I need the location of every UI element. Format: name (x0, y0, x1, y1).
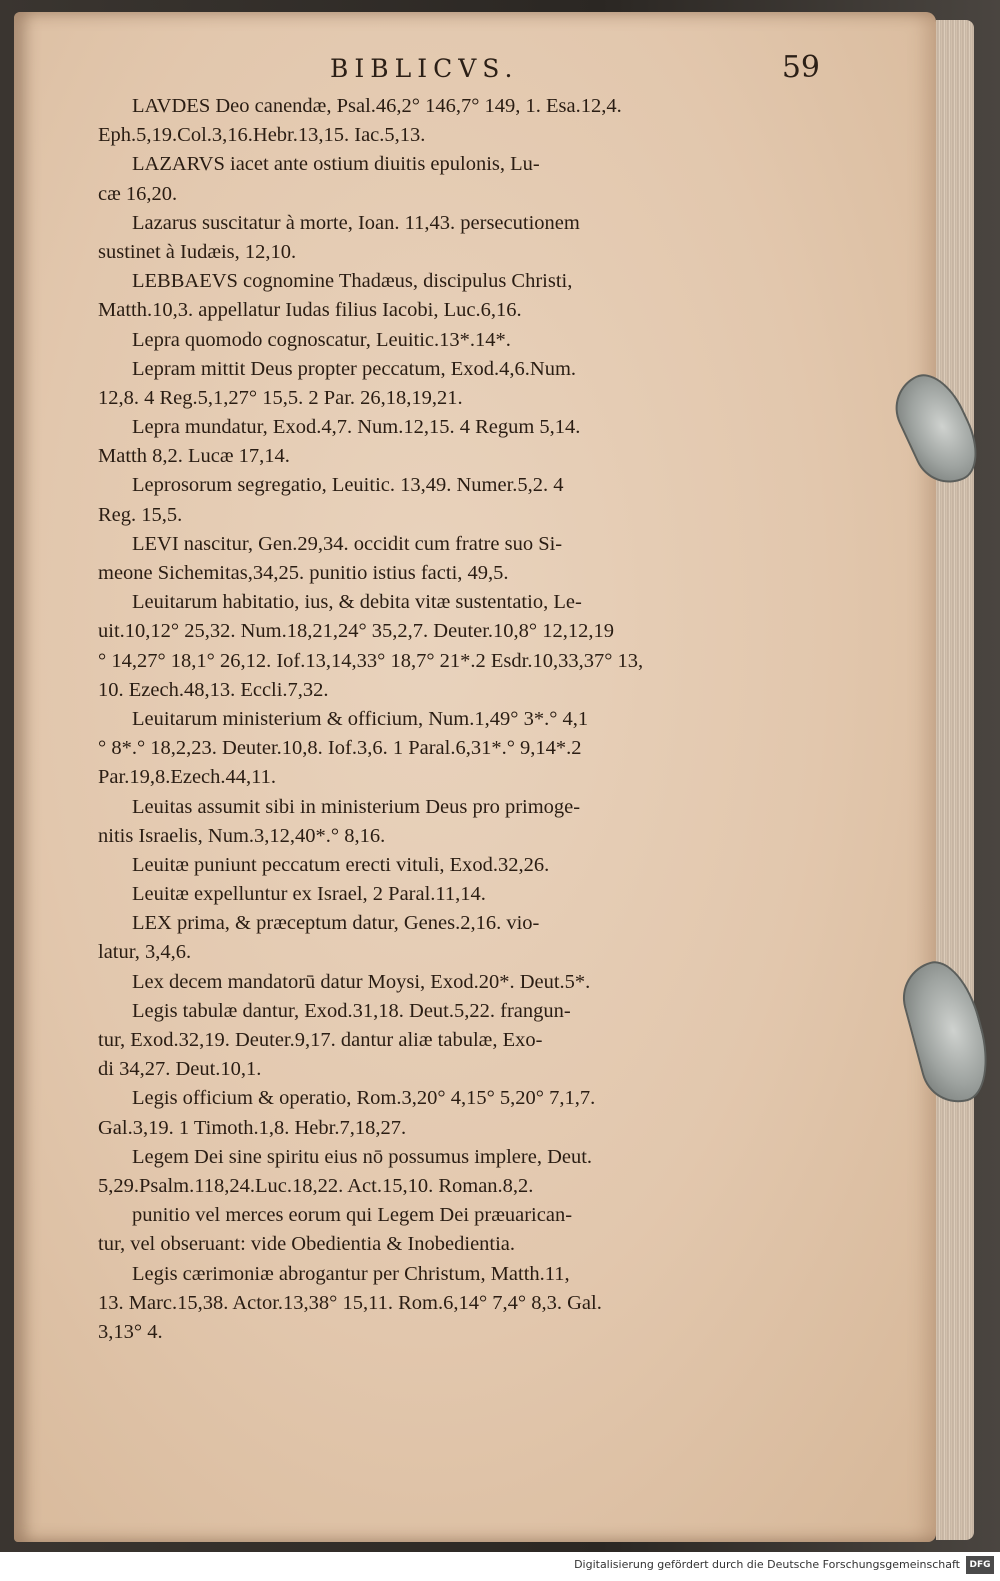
text-line: Leuitæ expelluntur ex Israel, 2 Paral.11,14. (132, 883, 486, 906)
text-line: Leuitarum habitatio, ius, & debita vitæ sustentatio, Le- (132, 591, 582, 614)
text-line: Leprosorum segregatio, Leuitic. 13,49. Numer.5,2. 4 (132, 474, 564, 497)
page-edges (936, 20, 974, 1540)
text-line: 3,13° 4. (98, 1320, 163, 1343)
text-line: Lepra mundatur, Exod.4,7. Num.12,15. 4 Regum 5,14. (132, 416, 581, 439)
text-line: LEBBAEVS cognomine Thadæus, discipulus Christi, (132, 270, 573, 293)
text-line: punitio vel merces eorum qui Legem Dei præuarican- (132, 1204, 573, 1227)
text-line: 13. Marc.15,38. Actor.13,38° 15,11. Rom.6,14° 7,4° 8,3. Gal. (98, 1291, 602, 1314)
text-line: Par.19,8.Ezech.44,11. (98, 766, 277, 789)
text-line: uit.10,12° 25,32. Num.18,21,24° 35,2,7. Deuter.10,8° 12,12,19 (98, 620, 615, 643)
text-line: Leuitæ puniunt peccatum erecti vituli, Exod.32,26. (132, 853, 550, 876)
text-line: Legem Dei sine spiritu eius nō possumus implere, Deut. (132, 1145, 593, 1168)
text-line: LAVDES Deo canendæ, Psal.46,2° 146,7° 149, 1. Esa.12,4. (132, 95, 622, 117)
page-header (180, 50, 820, 90)
page-number: 59 (781, 50, 820, 85)
text-line: tur, Exod.32,19. Deuter.9,17. dantur aliæ tabulæ, Exo- (98, 1029, 543, 1051)
text-line: 12,8. 4 Reg.5,1,27° 15,5. 2 Par. 26,18,19,21. (98, 386, 463, 409)
text-line: Gal.3,19. 1 Timoth.1,8. Hebr.7,18,27. (98, 1116, 407, 1139)
text-line: LEVI nascitur, Gen.29,34. occidit cum fratre suo Si- (132, 532, 563, 555)
text-line: LAZARVS iacet ante ostium diuitis epulonis, Lu- (132, 153, 540, 176)
text-line: Reg. 15,5. (98, 503, 183, 526)
funding-credit: Digitalisierung gefördert durch die Deutsche Forschungsgemeinschaft (574, 1558, 960, 1571)
text-line: 5,29.Psalm.118,24.Luc.18,22. Act.15,10. Roman.8,2. (98, 1174, 534, 1197)
text-line: Legis officium & operatio, Rom.3,20° 4,15° 5,20° 7,1,7. (132, 1087, 596, 1110)
text-line: Lepra quomodo cognoscatur, Leuitic.13*.14*. (132, 328, 511, 351)
text-line: cæ 16,20. (98, 182, 178, 205)
running-title: BIBLICVS. (330, 54, 519, 83)
text-line: Legis tabulæ dantur, Exod.31,18. Deut.5,22. frangun- (132, 999, 571, 1022)
index-text-block (98, 92, 838, 1347)
text-line: meone Sichemitas,34,25. punitio istius facti, 49,5. (98, 562, 509, 584)
text-line: nitis Israelis, Num.3,12,40*.° 8,16. (98, 824, 386, 847)
text-line: Legis cærimoniæ abrogantur per Christum, Matth.11, (132, 1262, 570, 1285)
text-line: Lepram mittit Deus propter peccatum, Exod.4,6.Num. (132, 357, 577, 380)
text-line: ° 14,27° 18,1° 26,12. Iof.13,14,33° 18,7° 21*.2 Esdr.10,33,37° 13, (98, 649, 644, 672)
text-line: 10. Ezech.48,13. Eccli.7,32. (98, 678, 329, 701)
text-line: di 34,27. Deut.10,1. (98, 1058, 262, 1081)
text-line: Eph.5,19.Col.3,16.Hebr.13,15. Iac.5,13. (98, 124, 426, 147)
text-line: ° 8*.° 18,2,23. Deuter.10,8. Iof.3,6. 1 Paral.6,31*.° 9,14*.2 (98, 737, 582, 760)
text-line: Leuitas assumit sibi in ministerium Deus pro primoge- (132, 795, 581, 818)
dfg-logo: DFG (966, 1556, 994, 1574)
text-line: Leuitarum ministerium & officium, Num.1,49° 3*.° 4,1 (132, 707, 589, 730)
digitization-footer (0, 1552, 1000, 1581)
text-line: LEX prima, & præceptum datur, Genes.2,16. vio- (132, 912, 540, 935)
text-line: sustinet à Iudæis, 12,10. (98, 240, 297, 263)
text-line: tur, vel obseruant: vide Obedientia & Inobedientia. (98, 1233, 516, 1256)
text-line: Lex decem mandatorū datur Moysi, Exod.20*. Deut.5*. (132, 970, 591, 993)
text-line: Matth.10,3. appellatur Iudas filius Iacobi, Luc.6,16. (98, 299, 522, 322)
text-line: Matth 8,2. Lucæ 17,14. (98, 445, 290, 468)
text-line: latur, 3,4,6. (98, 941, 192, 964)
text-line: Lazarus suscitatur à morte, Ioan. 11,43. persecutionem (132, 211, 580, 234)
